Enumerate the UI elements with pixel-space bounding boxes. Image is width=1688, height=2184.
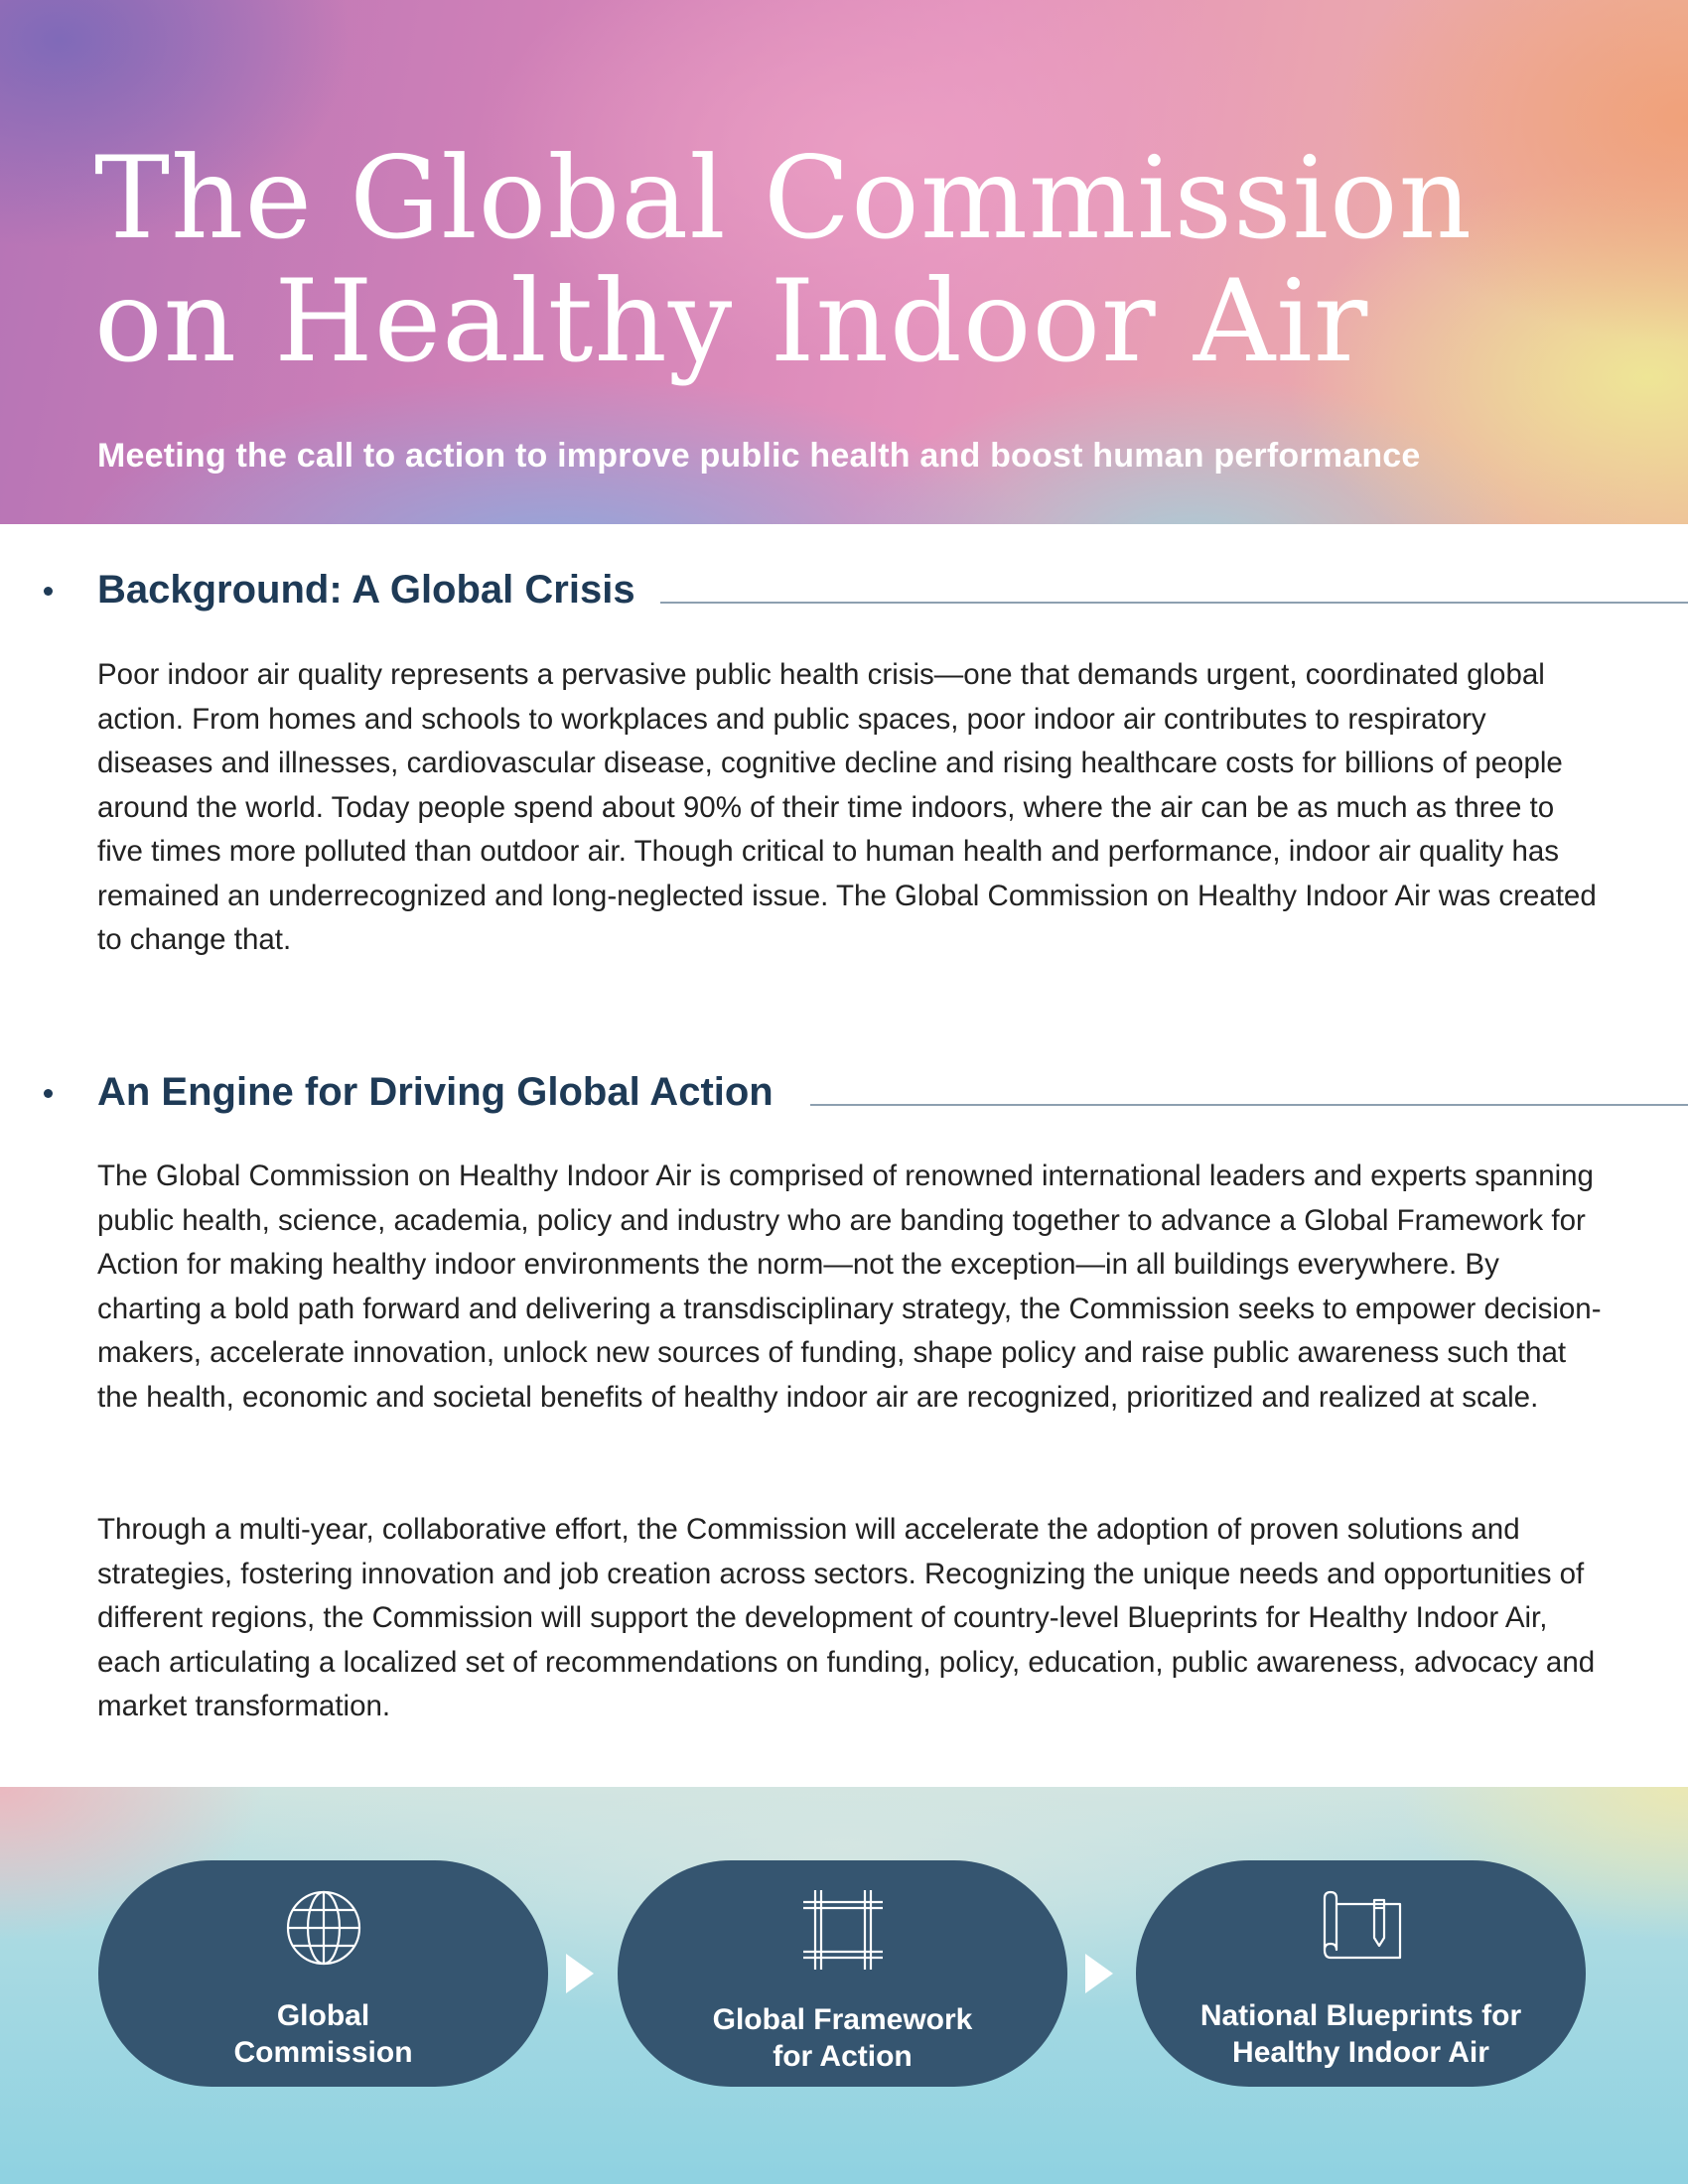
section-background-header <box>0 561 1688 620</box>
flow-step-national-blueprints <box>1136 1860 1586 2087</box>
flow-arrow-icon <box>566 1954 594 1993</box>
section-heading: An Engine for Driving Global Action <box>97 1070 774 1114</box>
heading-divider <box>660 602 1688 604</box>
flow-step-global-framework <box>618 1860 1067 2087</box>
flow-band <box>0 1787 1688 2184</box>
section-paragraph: Through a multi-year, collaborative effort, the Commission will accelerate the adoption of proven solutions and strategies, fostering innovation and job creation across sectors. Recognizing the unique needs and opportunities of different regions, the Commission will support the development of country-level Blueprints for Healthy Indoor Air, each articulating a localized set of recommendations on funding, policy, education, public awareness, advocacy and market transformation. <box>97 1513 1596 1722</box>
section-paragraph: Poor indoor air quality represents a pervasive public health crisis—one that demands urgent, coordinated global action. From homes and schools to workplaces and public spaces, poor indoor air contributes to respiratory diseases and illnesses, cardiovascular disease, cognitive decline and rising healthcare costs for billions of people around the world. Today people spend about 90% of their time indoors, where the air can be as much as three to five times more polluted than outdoor air. Though critical to human health and performance, indoor air quality has remained an underrecognized and long-neglected issue. The Global Commission on Healthy Indoor Air was created to change that. <box>97 658 1597 956</box>
flow-step-label: National Blueprints for Healthy Indoor Air <box>1199 1999 1522 2069</box>
frame-icon <box>801 1888 885 1977</box>
flow-step-global-commission <box>98 1860 548 2087</box>
title-line-2: on Healthy Indoor Air <box>94 255 1369 387</box>
bullet-icon <box>44 1089 53 1098</box>
page-subtitle: Meeting the call to action to improve public health and boost human performance <box>97 437 1421 475</box>
section-heading: Background: A Global Crisis <box>97 568 635 612</box>
section-engine-header <box>0 1063 1688 1123</box>
heading-divider <box>810 1104 1688 1106</box>
globe-icon <box>284 1888 363 1973</box>
page-title <box>94 132 1473 387</box>
blueprint-scroll-icon <box>1317 1888 1406 1969</box>
title-line-1: The Global Commission <box>94 132 1473 264</box>
bullet-icon <box>44 587 53 596</box>
flow-arrow-icon <box>1085 1954 1113 1993</box>
header-banner <box>0 0 1688 524</box>
flow-step-label: Global Framework for Action <box>712 2003 973 2073</box>
flow-step-label: Global Commission <box>233 1999 413 2069</box>
section-paragraph: The Global Commission on Healthy Indoor Air is comprised of renowned international leaders and experts spanning public health, science, academia, policy and industry who are banding together to advance a Global Framework for Action for making healthy indoor environments the norm—not the exception—in all buildings everywhere. By charting a bold path forward and delivering a transdisciplinary strategy, the Commission seeks to empower decision-makers, accelerate innovation, unlock new sources of funding, shape policy and raise public awareness such that the health, economic and societal benefits of healthy indoor air are recognized, prioritized and realized at scale. <box>97 1160 1602 1414</box>
